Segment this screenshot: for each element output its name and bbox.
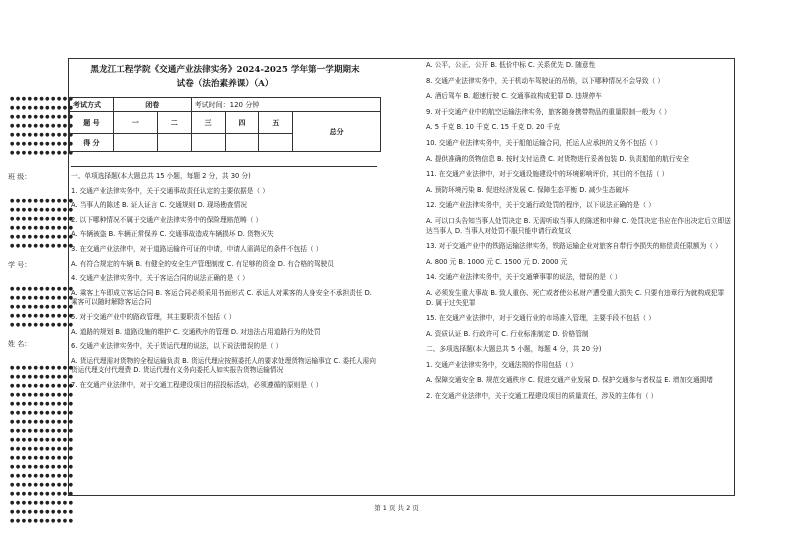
dotted-line: ●●●●●●●●●●● [10, 392, 75, 398]
class-label: 班 级： [8, 173, 32, 181]
dotted-line: ●●●●●●●●●●● [10, 123, 75, 129]
question: 6. 交通产业法律实务中，关于货运代理的说法，以下说法错误的是（ ） [71, 342, 283, 351]
score-cell[interactable] [157, 134, 191, 152]
question: 1. 交通产业法律实务中，交通法规的作用包括（ ） [426, 360, 578, 369]
question: 12. 交通产业法律实务中，关于交通行政处罚的程序，以下说法正确的是（ ） [426, 201, 655, 210]
score-cell[interactable] [259, 134, 293, 152]
dotted-line: ●●●●●●●●●●● [10, 419, 75, 425]
name-label: 姓 名： [8, 340, 32, 348]
options: A. 预防环境污染 B. 促进经济发展 C. 保障生态平衡 D. 减少生态破坏 [426, 185, 629, 194]
dotted-line: ●●●●●●●●●●● [10, 234, 75, 240]
options: A. 有符合规定的车辆 B. 有健全的安全生产管理制度 C. 有足够的资金 D. 有合格的驾驶员 [71, 259, 334, 268]
dotted-line: ●●●●●●●●●●● [10, 243, 75, 249]
dotted-line: ●●●●●●●●●●● [10, 473, 75, 479]
options: A. 道路的规划 B. 道路设施的维护 C. 交通秩序的管理 D. 对违法占用道路行为的处罚 [71, 327, 321, 336]
dotted-line: ●●●●●●●●●●● [10, 401, 75, 407]
question: 13. 对于交通产业中的铁路运输法律实务，铁路运输企业对旅客自带行李损失的赔偿责任限额为（ ） [426, 242, 722, 251]
dotted-line: ●●●●●●●●●●● [10, 286, 75, 292]
question: 14. 交通产业法律实务中，关于交通肇事罪的说法，错误的是（ ） [426, 273, 622, 282]
dotted-line: ●●●●●●●●●●● [10, 295, 75, 301]
dotted-line: ●●●●●●●●●●● [10, 374, 75, 380]
question: 2. 以下哪种情况不属于交通产业法律实务中的保险理赔范畴（ ） [71, 215, 263, 224]
binding-margin [4, 0, 75, 549]
options: A. 当事人的陈述 B. 证人证言 C. 交通规则 D. 现场勘查情况 [71, 201, 247, 210]
section-header: 二 [157, 112, 191, 134]
options: A. 保障交通安全 B. 规范交通秩序 C. 促进交通产业发展 D. 保护交通参与者权益 E. 增加交通拥堵 [426, 376, 713, 385]
question: 1. 交通产业法律实务中，关于交通事故责任认定的主要依据是（ ） [71, 186, 269, 195]
dotted-line: ●●●●●●●●●●● [10, 482, 75, 488]
question: 2. 在交通产业法律中，关于交通工程建设项目的质量责任，涉及的主体有（ ） [426, 392, 658, 401]
dotted-line: ●●●●●●●●●●● [10, 132, 75, 138]
dotted-line: ●●●●●●●●●●● [10, 216, 75, 222]
section-header: 一 [113, 112, 157, 134]
section-header: 三 [191, 112, 225, 134]
score-cell[interactable] [225, 134, 259, 152]
section-header: 五 [259, 112, 293, 134]
exam-title-line: 试卷（法治素养课）（A） [176, 79, 274, 89]
exam-method-label: 考试方式 [70, 98, 114, 112]
dotted-line: ●●●●●●●●●●● [10, 141, 75, 147]
options: A. 提供准确的货物信息 B. 按时支付运费 C. 对货物进行妥善包装 D. 负责船舶的航行安全 [426, 154, 689, 163]
options: A. 5 千克 B. 10 千克 C. 15 千克 D. 20 千克 [426, 123, 561, 132]
left-column [71, 172, 377, 391]
dotted-line: ●●●●●●●●●●● [10, 365, 75, 371]
exam-title [70, 63, 380, 91]
dotted-line: ●●●●●●●●●●● [10, 304, 75, 310]
section-divider [71, 166, 377, 167]
options: A. 必须发生重大事故 B. 致人重伤、死亡或者使公私财产遭受重大损失 C. 只要有违章行为就构成犯罪 D. 属于过失犯罪 [426, 288, 725, 307]
dotted-line: ●●●●●●●●●●● [10, 225, 75, 231]
options: A. 货运代理需对货物的全程运输负责 B. 货运代理应按照委托人的要求处理货物运输事宜 C. 委托人需向货运代理支付代理费 D. 货运代理有义务向委托人如实报告货物运输情况 [71, 356, 376, 375]
right-column [426, 61, 732, 402]
page-footer: 第 1 页 共 2 页 [374, 504, 419, 512]
dotted-line: ●●●●●●●●●●● [10, 313, 75, 319]
exam-title-line: 黑龙江工程学院《交通产业法律实务》2024-2025 学年第一学期期末 [90, 65, 360, 75]
dotted-line: ●●●●●●●●●●● [10, 207, 75, 213]
options: A. 车辆被盗 B. 车辆正常保养 C. 交通事故造成车辆损坏 D. 货物灭失 [71, 230, 274, 239]
options: A. 酒后驾车 B. 超速行驶 C. 交通事故构成犯罪 D. 违规停车 [426, 92, 602, 101]
dotted-line: ●●●●●●●●●●● [10, 428, 75, 434]
score-cell[interactable] [113, 134, 157, 152]
options: A. 800 元 B. 1000 元 C. 1500 元 D. 2000 元 [426, 257, 568, 266]
dotted-line: ●●●●●●●●●●● [10, 114, 75, 120]
question: 5. 对于交通产业中的路政管理，其主要职责不包括（ ） [71, 312, 236, 321]
exam-method-value: 闭卷 [113, 98, 191, 112]
score-row-label: 得 分 [70, 134, 114, 152]
question: 15. 在交通产业法律中，对于交通行业的市场准入管理，主要手段不包括（ ） [426, 314, 655, 323]
exam-time: 考试时间：120 分钟 [191, 98, 380, 112]
question: 3. 在交通产业法律中，对于道路运输许可证的申请，申请人需满足的条件不包括（ ） [71, 244, 323, 253]
section-header: 四 [225, 112, 259, 134]
dotted-line: ●●●●●●●●●●● [10, 410, 75, 416]
dotted-line: ●●●●●●●●●●● [10, 464, 75, 470]
dotted-line: ●●●●●●●●●●● [10, 198, 75, 204]
question: 10. 交通产业法律实务中，关于船舶运输合同，托运人应承担的义务不包括（ ） [426, 138, 662, 147]
question: 9. 对于交通产业中的航空运输法律实务，旅客随身携带物品的重量限制一般为（ ） [426, 107, 671, 116]
score-table [69, 97, 381, 152]
dotted-line: ●●●●●●●●●●● [10, 322, 75, 328]
options: A. 公平、公正、公开 B. 低价中标 C. 关系优先 D. 随意性 [426, 61, 596, 69]
score-cell[interactable] [191, 134, 225, 152]
dotted-line: ●●●●●●●●●●● [10, 500, 75, 506]
section-heading: 一、单项选择题(本大题总共 15 小题，每题 2 分，共 30 分) [71, 172, 251, 180]
dotted-line: ●●●●●●●●●●● [10, 150, 75, 156]
options: A. 资质认证 B. 行政许可 C. 行业标准制定 D. 价格管制 [426, 329, 589, 338]
dotted-line: ●●●●●●●●●●● [10, 105, 75, 111]
dotted-line: ●●●●●●●●●●● [10, 455, 75, 461]
dotted-line: ●●●●●●●●●●● [10, 491, 75, 497]
question: 7. 在交通产业法律中，对于交通工程建设项目的招投标活动，必须遵循的原则是（ ） [71, 380, 323, 389]
question: 8. 交通产业法律实务中，关于机动车驾驶证的吊销，以下哪种情况不会导致（ ） [426, 76, 665, 85]
dotted-line: ●●●●●●●●●●● [10, 518, 75, 524]
question-number-header: 题 号 [70, 112, 114, 134]
dotted-line: ●●●●●●●●●●● [10, 446, 75, 452]
question: 4. 交通产业法律实务中，关于客运合同的说法正确的是（ ） [71, 274, 249, 283]
dotted-line: ●●●●●●●●●●● [10, 383, 75, 389]
total-score-header: 总分 [293, 112, 381, 152]
options: A. 乘客上车即成立客运合同 B. 客运合同必须采用书面形式 C. 承运人对乘客的人身安全不承担责任 D. 乘客可以随时解除客运合同 [71, 288, 372, 307]
question: 11. 在交通产业法律中，对于交通设施建设中的环境影响评价，其目的不包括（ ） [426, 170, 669, 179]
section-heading: 二、多项选择题(本大题总共 5 小题，每题 4 分，共 20 分) [426, 345, 602, 354]
dotted-line: ●●●●●●●●●●● [10, 96, 75, 102]
dotted-line: ●●●●●●●●●●● [10, 437, 75, 443]
student-id-label: 学 号： [8, 261, 32, 269]
options: A. 可以口头告知当事人处罚决定 B. 无需听取当事人的陈述和申辩 C. 处罚决定书应在作出决定后立即送达当事人 D. 当事人对处罚不服只能申请行政复议 [426, 216, 731, 235]
dotted-line: ●●●●●●●●●●● [10, 509, 75, 515]
